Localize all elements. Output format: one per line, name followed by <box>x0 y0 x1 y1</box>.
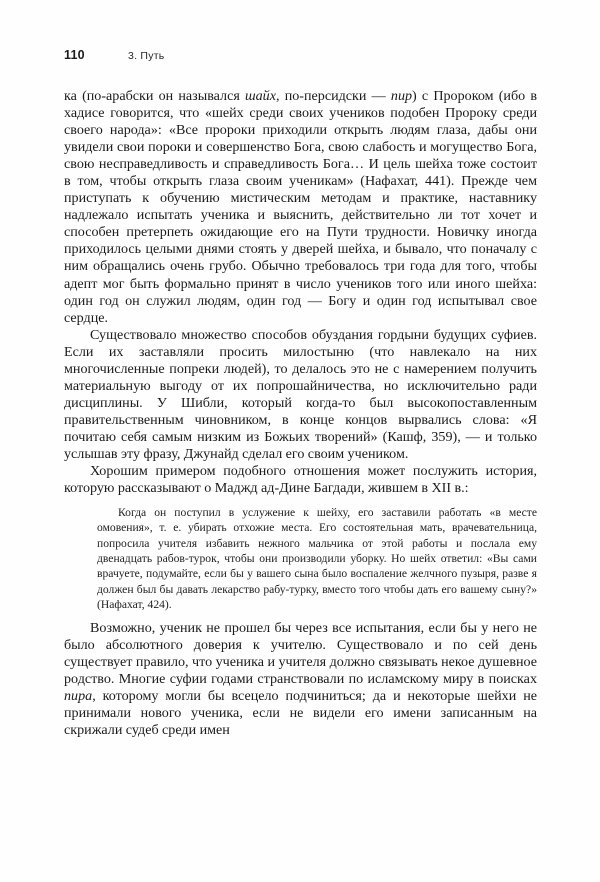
paragraph-3: Хорошим примером подобного отношения может послужить история, которую рассказывают о Маджд ад-Дине Багдади, жившем в XII в.: <box>64 463 537 497</box>
paragraph-2: Существовало множество способов обуздания гордыни будущих суфиев. Если их заставляли просить милостыню (что навлекало на них многочисленные попреки людей), то делалось это не с намерением получить материальную выгоду от их попрошайничества, но исключительно ради дисциплины. У Шибли, который когда-то был высокопоставленным правительственным чиновником, в конце концов вырвались слова: «Я почитаю себя самым низким из Божьих творений» (Кашф, 359), — и только услышав эту фразу, Джунайд сделал его своим учеником. <box>64 326 537 462</box>
paragraph-4-segment-b: , которому могли бы всецело подчиниться; да и некоторые шейхи не принимали нового ученика, если не видели его имени записанным на скрижали судеб среди имен <box>64 688 537 739</box>
term-pira: пира <box>64 688 93 705</box>
block-quote: Когда он поступил в услужение к шейху, его заставили работать «в месте омовения», т. е. убирать отхожие места. Его состоятельная мать, врачевательница, попросила учителя избавить нежного мальчика от этой работы и послала ему двенадцать рабов-турок, чтобы они производили уборку. Но шейх ответил: «Вы сами врачуете, подумайте, если бы у вашего сына было воспаление желчного пузыря, разве я должен был бы давать лекарство рабу-турку, вместо того чтобы дать его вашему сыну?» (Нафахат, 424). <box>97 506 537 611</box>
paragraph-1-segment-c: ) с Пророком (ибо в хадисе говорится, что «шейх среди своих учеников подобен Пророку среди своего народа»: «Все пророки приходили открыть людям глаза, дабы они увидели свои пороки и совершенство Бога, свою слабость и могущество Бога, свою несправедливость и справедливость Бога… И цель шейха тоже состоит в том, чтобы открыть глаза своим ученикам» (Нафахат, 441). Прежде чем приступать к обучению мистическим методам и практике, наставнику надлежало испытать ученика и выяснить, действительно ли тот хочет и способен претерпеть ожидающие его на Пути трудности. Новичку иногда приходилось целыми днями стоять у дверей шейха, и бывало, что поначалу с ним обращались очень грубо. Обычно требовалось три года для того, чтобы адепт мог быть формально принят в число учеников того или иного шейха: один год он служил людям, один год — Богу и один год испытывал свое сердце. <box>64 88 537 326</box>
paragraph-1-segment-b: , по-персидски — <box>276 88 391 104</box>
paragraph-4 <box>64 620 537 739</box>
term-shaykh: шайх <box>245 88 276 104</box>
page-number: 110 <box>64 48 85 62</box>
text-block <box>64 88 537 740</box>
chapter-title: 3. Путь <box>128 50 165 62</box>
term-pir: пир <box>390 88 413 104</box>
paragraph-1-segment-a: ка (по-арабски он назывался <box>64 88 245 104</box>
paragraph-4-segment-a: Возможно, ученик не прошел бы через все испытания, если бы у него не было абсолютного доверия к учителю. Существовало и по сей день существует правило, что ученика и учителя должно связывать некое душевное родство. Многие суфии годами странствовали по исламскому миру в поисках <box>64 620 537 688</box>
paragraph-1 <box>64 88 537 327</box>
running-head <box>64 48 537 66</box>
